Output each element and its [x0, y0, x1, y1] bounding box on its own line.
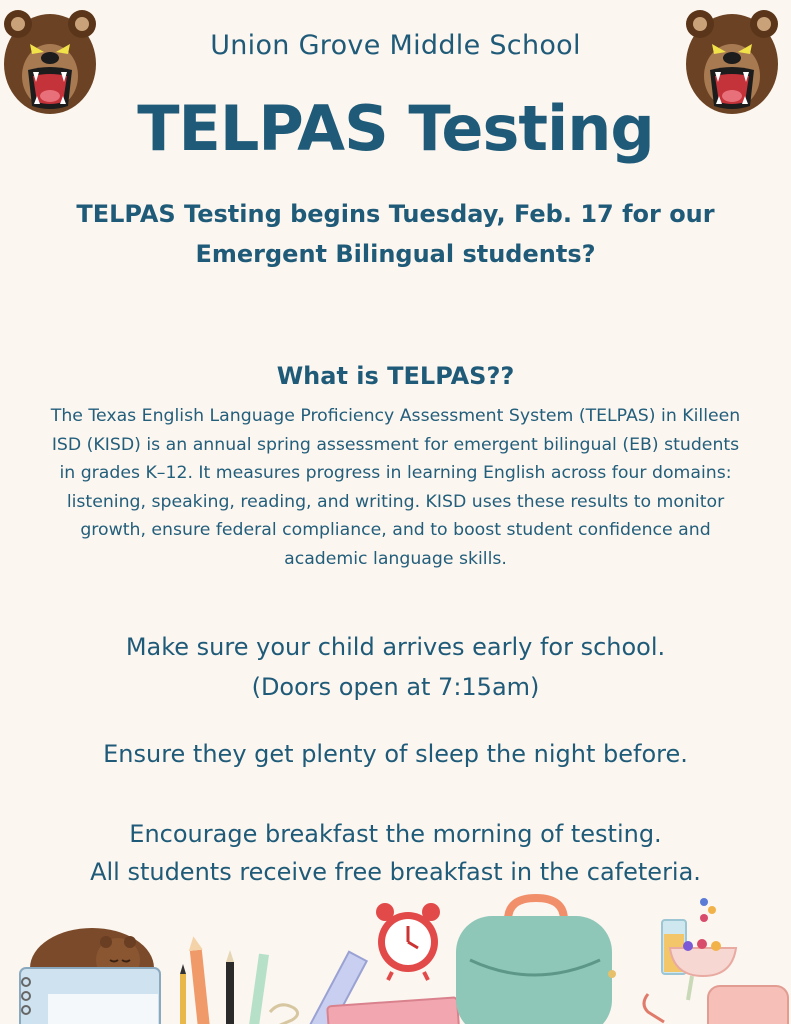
description-line: listening, speaking, reading, and writing. KISD uses these results to monitor [66, 491, 725, 512]
headline-line-2: Emergent Bilingual students? [195, 240, 596, 268]
book-icon [327, 997, 459, 1024]
telpas-description [10, 402, 781, 573]
pencil-icon [180, 936, 269, 1024]
tip-sleep: Ensure they get plenty of sleep the night before. [103, 740, 688, 768]
tip-arrive-early [0, 627, 791, 707]
cereal-bowl-icon [670, 898, 736, 1000]
alarm-clock-icon [376, 903, 440, 980]
description-line: in grades K–12. It measures progress in learning English across four domains: [59, 463, 732, 483]
paperclip-icon [270, 1005, 298, 1024]
school-name: Union Grove Middle School [210, 30, 581, 61]
tip-breakfast [0, 815, 791, 891]
paperclip-icon [644, 994, 664, 1022]
section-heading: What is TELPAS?? [276, 362, 515, 390]
tip-arrive-line-2: (Doors open at 7:15am) [251, 673, 540, 701]
description-line: ISD (KISD) is an annual spring assessment for emergent bilingual (EB) students [51, 434, 740, 455]
description-line: growth, ensure federal compliance, and to boost student confidence and [80, 520, 711, 540]
notebook-icon [20, 968, 160, 1024]
description-line: academic language skills. [284, 548, 507, 569]
description-line: The Texas English Language Proficiency Assessment System (TELPAS) in Killeen [50, 406, 741, 426]
tip-arrive-line-1: Make sure your child arrives early for school. [125, 633, 666, 661]
headline-line-1: TELPAS Testing begins Tuesday, Feb. 17 for our [76, 200, 715, 228]
tip-breakfast-line-2: All students receive free breakfast in the cafeteria. [90, 858, 701, 886]
school-supplies-illustration [0, 890, 791, 1024]
page-title: TELPAS Testing [137, 92, 654, 165]
backpack-icon [456, 898, 616, 1024]
tip-breakfast-line-1: Encourage breakfast the morning of testing. [129, 820, 662, 848]
headline [0, 194, 791, 274]
pencil-case-icon [708, 986, 788, 1024]
